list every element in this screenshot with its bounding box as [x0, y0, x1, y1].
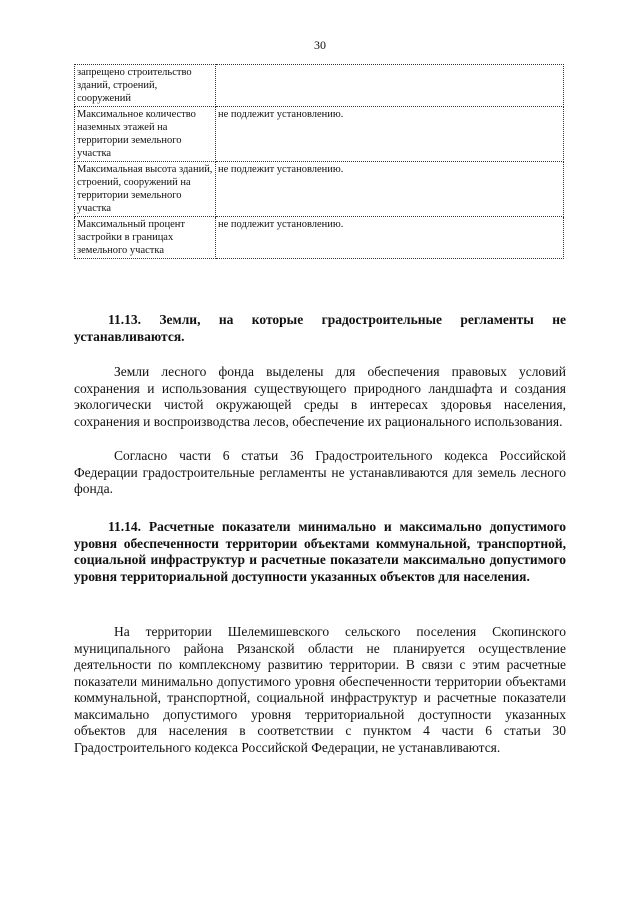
table-cell-param: запрещено строительство зданий, строений, сооружений: [75, 65, 216, 107]
table-row: [75, 107, 564, 162]
paragraph: На территории Шелемишевского сельского поселения Скопинского муниципального района Рязанской области не планируется осуществление деятельности по комплексному развитию территории. В связи с этим расчетные показатели минимально допустимого уровня обеспеченности территории объектами коммунальной, транспортной, социальной инфраструктур и расчетные показатели максимально допустимого уровня территориальной доступности указанных объектов для населения в соответствии с пунктом 4 части 6 статьи 30 Градостроительного кодекса Российской Федерации, не устанавливаются.: [74, 624, 566, 755]
table-cell-param: Максимальная высота зданий, строений, сооружений на территории земельного участка: [75, 162, 216, 217]
parameters-table: [74, 64, 564, 259]
table-cell-value: не подлежит установлению.: [216, 162, 564, 217]
table-cell-value: не подлежит установлению.: [216, 107, 564, 162]
section-number: 11.14.: [108, 519, 142, 534]
table-row: [75, 217, 564, 259]
section-heading-11-13: [74, 312, 566, 345]
table-cell-param: Максимальное количество наземных этажей на территории земельного участка: [75, 107, 216, 162]
section-title: Расчетные показатели минимально и максимально допустимого уровня обеспеченности территории объектами коммунальной, транспортной, социальной инфраструктур и расчетные показатели максимально допустимого уровня территориальной доступности указанных объектов для населения.: [74, 519, 566, 584]
paragraph: Согласно части 6 статьи 36 Градостроительного кодекса Российской Федерации градостроительные регламенты не устанавливаются для земель лесного фонда.: [74, 448, 566, 496]
table-cell-value: не подлежит установлению.: [216, 217, 564, 259]
table-cell-param: Максимальный процент застройки в границах земельного участка: [75, 217, 216, 259]
section-heading-11-14: [74, 519, 566, 585]
table-cell-value: [216, 65, 564, 107]
section-title: Земли, на которые градостроительные регламенты не устанавливаются.: [74, 312, 567, 344]
paragraph: Земли лесного фонда выделены для обеспечения правовых условий сохранения и использования существующего природного ландшафта и создания экологически чистой окружающей среды в интересах здоровья населения, сохранения и воспроизводства лесов, обеспечение их рационального использования.: [74, 364, 566, 429]
table-row: [75, 162, 564, 217]
table-row: [75, 65, 564, 107]
section-number: 11.13.: [108, 312, 142, 327]
page-number: 30: [314, 38, 326, 52]
